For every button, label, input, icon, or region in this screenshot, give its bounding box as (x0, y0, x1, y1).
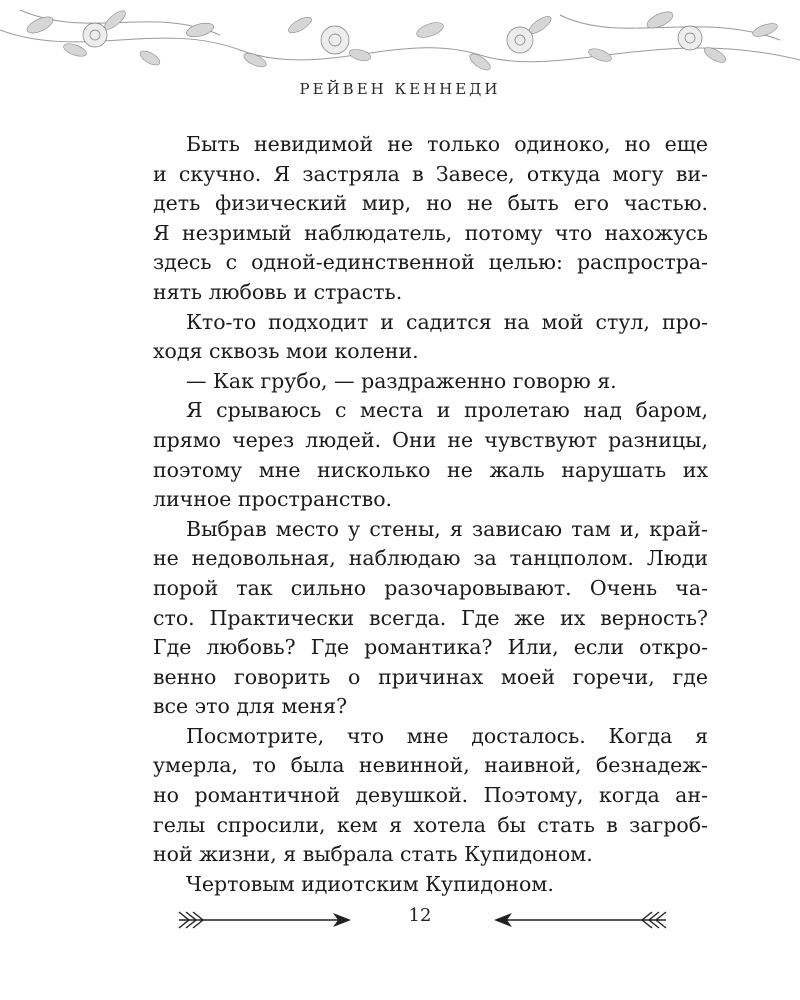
page-number: 12 (408, 905, 432, 926)
text-line: венно говорить о причинах моей горечи, где (153, 664, 708, 689)
text-line: но романтичной девушкой. Поэтому, когда ан- (153, 783, 708, 808)
text-line: Выбрав место у стены, я зависаю там и, край- (186, 516, 708, 541)
arrow-ornament-icon (490, 905, 670, 935)
text-line: сто. Практически всегда. Где же их верность? (153, 605, 708, 630)
text-line: гелы спросили, кем я хотела бы стать в загроб- (153, 812, 708, 837)
text-line: — Как грубо, — раздраженно говорю я. (186, 368, 617, 393)
text-line: нять любовь и страсть. (153, 279, 403, 304)
text-line: и скучно. Я застряла в Завесе, откуда могу ви- (153, 161, 708, 186)
text-line: прямо через людей. Они не чувствуют разницы, (153, 427, 708, 452)
arrow-ornament-icon (175, 905, 355, 935)
text-line: Кто-то подходит и садится на мой стул, про- (186, 309, 708, 334)
text-line: Посмотрите, что мне досталось. Когда я (186, 723, 708, 748)
text-line: не недовольная, наблюдаю за танцполом. Люди (153, 546, 708, 571)
body-text (153, 130, 708, 899)
text-line: Я незримый наблюдатель, потому что нахожусь (153, 220, 708, 245)
text-line: умерла, то была невинной, наивной, безнадеж- (153, 753, 708, 778)
text-line: деть физический мир, но не быть его частью. (153, 191, 708, 216)
text-line: Быть невидимой не только одиноко, но еще (186, 132, 708, 156)
page-footer (0, 895, 800, 945)
text-line: Чертовым идиотским Купидоном. (186, 871, 554, 896)
running-head: РЕЙВЕН КЕННЕДИ (299, 80, 501, 98)
text-line: ходя сквозь мои колени. (153, 339, 419, 364)
text-line: порой так сильно разочаровывают. Очень ча- (153, 575, 708, 600)
text-line: все это для меня? (153, 694, 348, 719)
text-line: ной жизни, я выбрала стать Купидоном. (153, 842, 593, 867)
text-line: Где любовь? Где романтика? Или, если откро- (153, 635, 708, 660)
text-line: здесь с одной-единственной целью: распростра- (153, 250, 708, 275)
text-line: личное пространство. (153, 487, 393, 512)
text-line: Я срываюсь с места и пролетаю над баром, (186, 398, 708, 423)
text-line: поэтому мне нисколько не жаль нарушать их (153, 457, 708, 482)
